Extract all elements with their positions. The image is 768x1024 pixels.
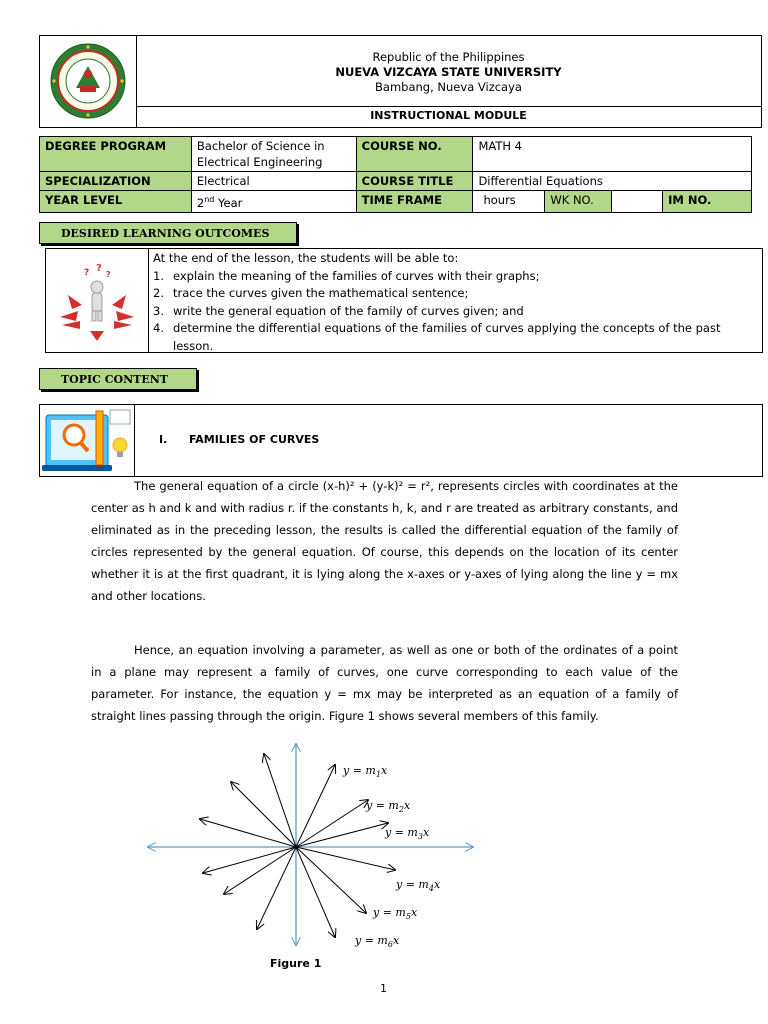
line-m6-negative — [264, 754, 296, 847]
label-sub: 4 — [428, 884, 434, 894]
campus-location: Bambang, Nueva Vizcaya — [375, 80, 522, 94]
outcomes-box — [45, 248, 763, 353]
study-tools-icon — [40, 405, 134, 476]
outcomes-list — [153, 250, 758, 355]
figure-caption: Figure 1 — [270, 957, 322, 970]
page-number: 1 — [380, 982, 387, 995]
label-sub: 1 — [375, 770, 381, 780]
label-m6 — [355, 934, 399, 949]
degree-program-value: Bachelor of Science in Electrical Engineering — [191, 137, 356, 172]
paragraph-1: The general equation of a circle (x-h)² + (y-k)² = r², represents circles with coordinates at the center as h and k and with radius r. if the constants h, k, and r are treated as arbitrary constants, and eliminated as in the preceding lesson, the results is called the differential equation of the family of circles represented by the general equation. Of course, this depends on the location of its center whether it is at the first quadrant, it is lying along the x-axes or y-axes of lying along the line y = mx and other locations. — [91, 479, 678, 603]
label-sub: 5 — [405, 912, 411, 922]
label-post: x — [403, 799, 411, 812]
line-m5-positive — [296, 847, 366, 913]
line-m3-negative — [203, 847, 296, 873]
course-no-value: MATH 4 — [473, 137, 752, 172]
label-pre: y = m — [385, 826, 418, 839]
svg-text:?: ? — [96, 263, 102, 274]
line-m4-positive — [296, 847, 395, 870]
outcomes-heading: DESIRED LEARNING OUTCOMES — [39, 222, 297, 244]
item-text: determine the differential equations of the families of curves applying the concepts of the past lesson. — [173, 321, 721, 353]
time-frame-label: TIME FRAME — [356, 191, 473, 213]
label-pre: y = m — [366, 799, 399, 812]
item-number: 4. — [153, 321, 164, 335]
label-m5 — [373, 906, 417, 921]
outcomes-items — [153, 268, 758, 356]
section-number: I. — [159, 433, 168, 446]
table-row — [40, 191, 752, 213]
label-pre: y = m — [355, 934, 388, 947]
logo-cell — [40, 36, 137, 127]
course-title-label: COURSE TITLE — [356, 172, 473, 191]
item-number: 3. — [153, 303, 164, 318]
list-item — [153, 285, 758, 303]
outcomes-illustration — [46, 249, 149, 352]
label-pre: y = m — [396, 878, 429, 891]
table-row — [40, 172, 752, 191]
year-level-label: YEAR LEVEL — [40, 191, 192, 213]
year-level-suffix: nd — [204, 195, 215, 204]
course-title-value: Differential Equations — [473, 172, 752, 191]
item-number: 2. — [153, 286, 164, 300]
label-pre: y = m — [373, 906, 406, 919]
module-title: INSTRUCTIONAL MODULE — [370, 109, 527, 122]
university-name: NUEVA VIZCAYA STATE UNIVERSITY — [335, 65, 562, 79]
topic-heading: TOPIC CONTENT — [39, 368, 197, 390]
label-m3 — [385, 826, 429, 841]
header-divider — [136, 106, 761, 107]
label-sub: 3 — [417, 832, 423, 842]
item-text: trace the curves given the mathematical sentence; — [173, 286, 469, 300]
line-m3-positive — [296, 823, 388, 847]
time-frame-value: hours — [473, 191, 545, 213]
label-sub: 6 — [387, 940, 393, 950]
item-text: write the general equation of the family of curves given; and — [173, 303, 524, 318]
label-post: x — [392, 934, 400, 947]
specialization-value: Electrical — [191, 172, 356, 191]
year-level-rest: Year — [214, 195, 243, 210]
figure-1-lines — [140, 740, 480, 955]
label-m1 — [343, 764, 387, 779]
label-post: x — [380, 764, 388, 777]
svg-text:?: ? — [106, 270, 111, 279]
label-m2 — [366, 799, 410, 814]
university-header — [39, 35, 762, 128]
topic-illustration — [40, 405, 135, 476]
label-pre: y = m — [343, 764, 376, 777]
label-post: x — [422, 826, 430, 839]
degree-program-label: DEGREE PROGRAM — [40, 137, 192, 172]
label-sub: 2 — [398, 805, 404, 815]
item-text: explain the meaning of the families of curves with their graphs; — [173, 268, 540, 283]
label-m4 — [396, 878, 440, 893]
paragraph-2: Hence, an equation involving a parameter, as well as one or both of the ordinates of a point in a plane may represent a family of curves, one curve corresponding to each value of the parameter. For instance, the equation y = mx may be interpreted as an equation of a family of straight lines passing through the origin. Figure 1 shows several members of this family. — [91, 643, 678, 723]
university-seal-icon — [40, 36, 136, 127]
year-level-value — [191, 191, 356, 213]
label-post: x — [410, 906, 418, 919]
svg-text:?: ? — [84, 268, 90, 278]
course-info-table — [39, 136, 752, 213]
item-number: 1. — [153, 268, 164, 283]
republic-line: Republic of the Philippines — [372, 50, 525, 64]
confused-person-icon — [46, 249, 148, 352]
specialization-label: SPECIALIZATION — [40, 172, 192, 191]
section-title: FAMILIES OF CURVES — [189, 433, 320, 446]
list-item — [153, 268, 758, 286]
year-level-num: 2 — [196, 195, 205, 210]
im-no-label: IM NO. — [663, 191, 752, 213]
topic-box — [39, 404, 763, 477]
list-item — [153, 303, 758, 321]
table-row — [40, 137, 752, 172]
wk-no-value — [612, 191, 663, 213]
line-m6-positive — [296, 847, 335, 937]
course-no-label: COURSE NO. — [356, 137, 473, 172]
list-item — [153, 320, 758, 355]
label-post: x — [433, 878, 441, 891]
wk-no-label: WK NO. — [545, 191, 612, 213]
outcomes-intro: At the end of the lesson, the students will be able to: — [153, 251, 459, 265]
